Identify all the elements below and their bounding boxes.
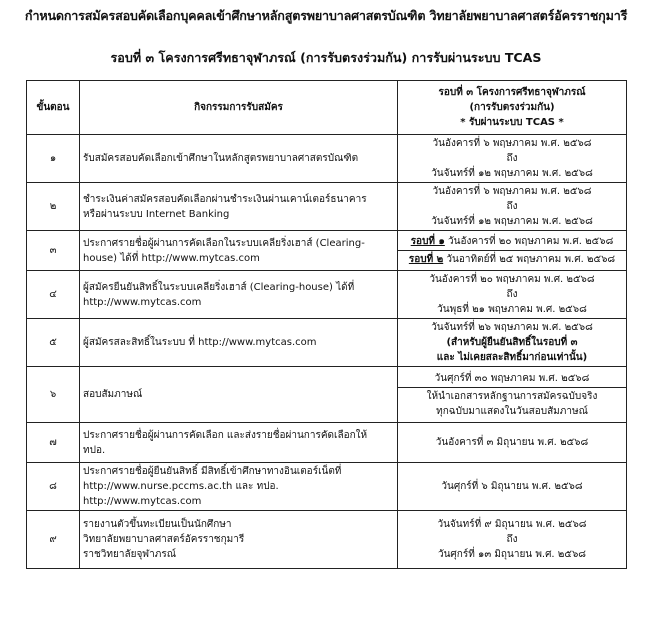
table-row (27, 231, 627, 271)
date-cell (398, 463, 627, 511)
date-line: วันพุธที่ ๒๑ พฤษภาคม พ.ศ. ๒๕๖๘ (437, 304, 587, 315)
date-cell (398, 271, 627, 319)
date-note-line: (สำหรับผู้ยืนยันสิทธิ์ในรอบที่ ๓ (446, 337, 578, 348)
header-activity: กิจกรรมการรับสมัคร (80, 81, 398, 135)
date-line: วันศุกร์ที่ ๑๓ มิถุนายน พ.ศ. ๒๕๖๘ (437, 549, 587, 560)
date-line: วันจันทร์ที่ ๙ มิถุนายน พ.ศ. ๒๕๖๘ (437, 519, 587, 530)
date-note (398, 387, 626, 420)
round-date: วันอาทิตย์ที่ ๒๕ พฤษภาคม พ.ศ. ๒๕๖๘ (443, 254, 616, 265)
activity-line: สอบสัมภาษณ์ (83, 389, 143, 400)
header-round-line3: * รับผ่านระบบ TCAS * (460, 117, 564, 128)
date-line: วันศุกร์ที่ ๖ มิถุนายน พ.ศ. ๒๕๖๘ (441, 481, 583, 492)
date-line: วันอังคารที่ ๒๐ พฤษภาคม พ.ศ. ๒๕๖๘ (429, 274, 595, 285)
step-number: ๗ (27, 423, 80, 463)
activity-cell (80, 423, 398, 463)
date-line: วันอังคารที่ ๖ พฤษภาคม พ.ศ. ๒๕๖๘ (432, 138, 592, 149)
activity-cell (80, 319, 398, 367)
table-row (27, 271, 627, 319)
header-round (398, 81, 627, 135)
header-step: ขั้นตอน (27, 81, 80, 135)
activity-line: ชำระเงินค่าสมัครสอบคัดเลือกผ่านชำระเงินผ่านเคาน์เตอร์ธนาคาร (83, 193, 367, 205)
activity-cell (80, 511, 398, 569)
date-cell (398, 319, 627, 367)
activity-line: http://www.mytcas.com (83, 496, 202, 507)
date-cell (398, 231, 627, 271)
activity-line: รายงานตัวขึ้นทะเบียนเป็นนักศึกษา (83, 519, 232, 530)
date-cell (398, 511, 627, 569)
date-line: ถึง (506, 289, 518, 300)
table-row (27, 367, 627, 423)
round-date: วันอังคารที่ ๒๐ พฤษภาคม พ.ศ. ๒๕๖๘ (444, 236, 614, 247)
date-line: ถึง (506, 153, 518, 164)
step-number: ๔ (27, 271, 80, 319)
table-row (27, 463, 627, 511)
activity-cell (80, 183, 398, 231)
step-number: ๕ (27, 319, 80, 367)
date-cell (398, 135, 627, 183)
step-number: ๙ (27, 511, 80, 569)
round-label: รอบที่ ๑ (410, 236, 445, 247)
date-line: วันศุกร์ที่ ๓๐ พฤษภาคม พ.ศ. ๒๕๖๘ (434, 372, 590, 384)
header-round-line1: รอบที่ ๓ โครงการศรีทธาจุฬาภรณ์ (438, 87, 586, 98)
step-number: ๖ (27, 367, 80, 423)
activity-line: ประกาศรายชื่อผู้ผ่านการคัดเลือกในระบบเคลียริ่งเฮาส์ (Clearing- (83, 237, 365, 249)
round-label: รอบที่ ๒ (408, 254, 444, 265)
table-row (27, 183, 627, 231)
step-number: ๑ (27, 135, 80, 183)
activity-line: http://www.nurse.pccms.ac.th และ ทปอ. (83, 481, 279, 492)
date-line: วันจันทร์ที่ ๑๒ พฤษภาคม พ.ศ. ๒๕๖๘ (431, 168, 593, 179)
note-line: ให้นำเอกสารหลักฐานการสมัครฉบับจริง (426, 390, 598, 402)
date-cell (398, 367, 627, 423)
activity-line: http://www.mytcas.com (83, 296, 202, 308)
date-note-line: และ ไม่เคยสละสิทธิ์มาก่อนเท่านั้น) (436, 352, 588, 363)
table-row (27, 511, 627, 569)
document-title: กำหนดการสมัครสอบคัดเลือกบุคคลเข้าศึกษาหลักสูตรพยาบาลศาสตรบัณฑิต วิทยาลัยพยาบาลศาสตร์อัครราชกุมารี (24, 8, 628, 23)
table-row (27, 319, 627, 367)
date-cell (398, 423, 627, 463)
table-header-row (27, 81, 627, 135)
activity-line: รับสมัครสอบคัดเลือกเข้าศึกษาในหลักสูตรพยาบาลศาสตรบัณฑิต (83, 153, 359, 164)
date-line: วันจันทร์ที่ ๒๖ พฤษภาคม พ.ศ. ๒๕๖๘ (431, 322, 593, 333)
document-subtitle: รอบที่ ๓ โครงการศรีทธาจุฬาภรณ์ (การรับตรงร่วมกัน) การรับผ่านระบบ TCAS (110, 50, 542, 65)
activity-cell (80, 271, 398, 319)
date-line (398, 250, 626, 268)
activity-line: ผู้สมัครสละสิทธิ์ในระบบ ที่ http://www.mytcas.com (83, 337, 317, 348)
activity-cell (80, 135, 398, 183)
date-line: วันอังคารที่ ๖ พฤษภาคม พ.ศ. ๒๕๖๘ (432, 186, 592, 197)
schedule-table (26, 80, 627, 569)
date-line (398, 233, 626, 250)
date-line: วันอังคารที่ ๓ มิถุนายน พ.ศ. ๒๕๖๘ (435, 437, 589, 448)
activity-cell (80, 231, 398, 271)
activity-cell (80, 367, 398, 423)
step-number: ๓ (27, 231, 80, 271)
activity-line: ผู้สมัครยืนยันสิทธิ์ในระบบเคลียริ่งเฮาส์ (Clearing-house) ได้ที่ (83, 281, 355, 293)
date-line: ถึง (506, 534, 518, 545)
date-line: วันจันทร์ที่ ๑๒ พฤษภาคม พ.ศ. ๒๕๖๘ (431, 216, 593, 227)
activity-line: ประกาศรายชื่อผู้ยืนยันสิทธิ์ มีสิทธิ์เข้าศึกษาทางอินเตอร์เน็ตที่ (83, 466, 342, 477)
activity-line: ประกาศรายชื่อผู้ผ่านการคัดเลือก และส่งรายชื่อผ่านการคัดเลือกให้ (83, 429, 368, 441)
date-cell (398, 183, 627, 231)
header-round-line2: (การรับตรงร่วมกัน) (469, 102, 555, 113)
activity-line: วิทยาลัยพยาบาลศาสตร์อัครราชกุมารี (83, 534, 245, 545)
activity-cell (80, 463, 398, 511)
table-row (27, 135, 627, 183)
step-number: ๒ (27, 183, 80, 231)
date-line: ถึง (506, 201, 518, 212)
activity-line: ทปอ. (83, 444, 106, 456)
step-number: ๘ (27, 463, 80, 511)
note-line: ทุกฉบับมาแสดงในวันสอบสัมภาษณ์ (436, 405, 588, 417)
table-row (27, 423, 627, 463)
activity-line: หรือผ่านระบบ Internet Banking (83, 208, 230, 220)
activity-line: house) ได้ที่ http://www.mytcas.com (83, 252, 260, 264)
activity-line: ราชวิทยาลัยจุฬาภรณ์ (83, 549, 176, 560)
